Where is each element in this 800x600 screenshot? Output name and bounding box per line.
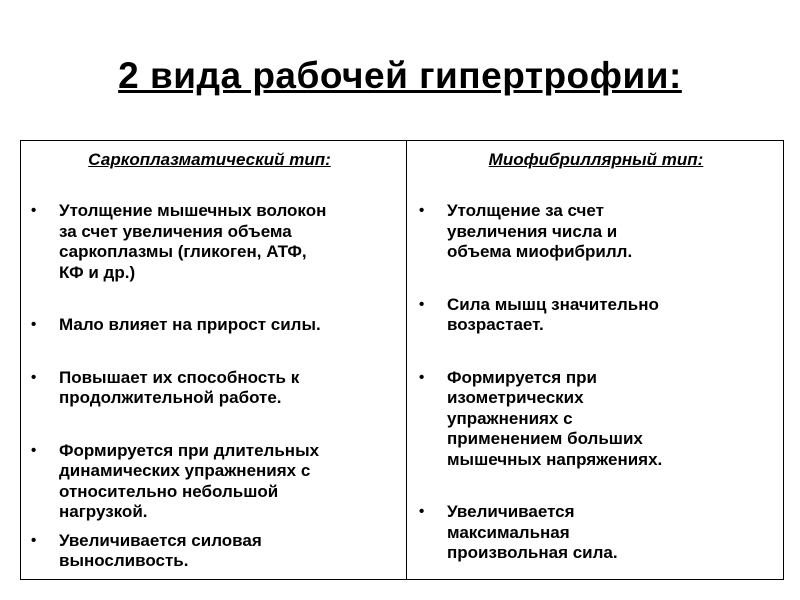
bullet-icon: • bbox=[418, 295, 425, 313]
sarcoplasmic-list bbox=[31, 201, 396, 572]
list-item: • Повышает их способность к продолжительной работе. bbox=[31, 367, 300, 407]
myofibrillar-header: Миофибриллярный тип: bbox=[488, 150, 704, 169]
list-item: • Утолщение за счет увеличения числа и объема миофибрилл. bbox=[418, 201, 633, 261]
bullet-icon: • bbox=[31, 316, 37, 333]
list-item: • Увеличивается максимальная произвольная сила. bbox=[418, 502, 618, 562]
comparison-table bbox=[20, 140, 784, 580]
list-item: • Увеличивается силовая выносливость. bbox=[31, 530, 262, 570]
bullet-icon: • bbox=[418, 368, 425, 386]
sarcoplasmic-header: Саркоплазматический тип: bbox=[88, 150, 331, 169]
list-item: • Формируется при длительных динамических упражнениях с относительно небольшой нагрузкой. bbox=[31, 440, 320, 521]
myofibrillar-column bbox=[407, 141, 783, 579]
bullet-icon: • bbox=[31, 531, 37, 549]
bullet-icon: • bbox=[31, 368, 37, 386]
list-item: • Формируется при изометрических упражнениях с применением больших мышечных напряжениях. bbox=[418, 367, 663, 469]
bullet-icon: • bbox=[31, 441, 37, 459]
sarcoplasmic-column bbox=[21, 141, 407, 579]
list-item: • Утолщение мышечных волокон за счет увеличения объема саркоплазмы (гликоген, АТФ, КФ и др.) bbox=[31, 201, 327, 282]
bullet-icon: • bbox=[31, 202, 37, 219]
list-item: • Мало влияет на прирост силы. bbox=[31, 315, 321, 334]
bullet-icon: • bbox=[418, 202, 425, 219]
slide-title: 2 вида рабочей гипертрофии: bbox=[118, 55, 682, 96]
list-item: • Сила мышц значительно возрастает. bbox=[418, 294, 659, 334]
myofibrillar-list bbox=[419, 201, 773, 564]
bullet-icon: • bbox=[418, 503, 425, 520]
